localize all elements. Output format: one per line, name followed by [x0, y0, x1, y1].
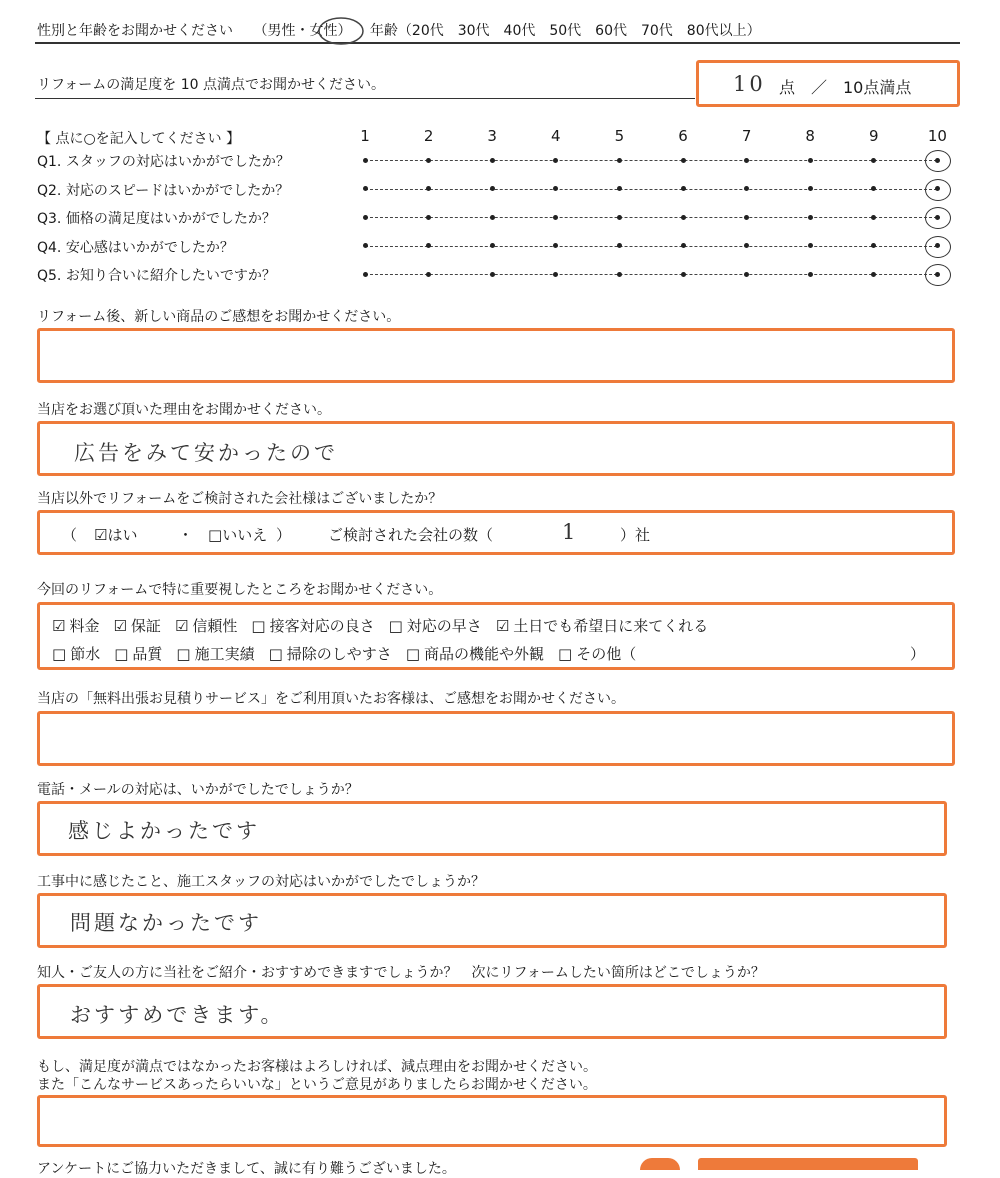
rating-point-1-2[interactable]	[426, 158, 431, 163]
contact-answer-box[interactable]	[37, 801, 947, 856]
scale-number-1: 1	[360, 127, 370, 145]
rating-selected-circle-3	[925, 207, 951, 229]
rating-point-4-9[interactable]	[871, 243, 876, 248]
priority-option-row1-2[interactable]	[113, 617, 160, 635]
other-companies-question: 当店以外でリフォームをご検討された会社様はございましたか？	[37, 491, 443, 507]
priority-option-label: 対応の早さ	[406, 617, 482, 635]
priorities-row-1	[52, 615, 722, 636]
satisfaction-score-value: 10	[733, 72, 766, 96]
yes-checkbox-icon[interactable]: ☑	[94, 526, 108, 544]
rating-selected-circle-1	[925, 150, 951, 172]
recommend-answer-box[interactable]	[37, 984, 947, 1039]
priority-option-label: 接客対応の良さ	[269, 617, 375, 635]
gender-age-label: 性別と年齢をお聞かせください	[37, 23, 233, 39]
rating-point-4-3[interactable]	[490, 243, 495, 248]
checked-box-icon[interactable]: ☑	[174, 617, 189, 635]
construction-answer: 問題なかったです	[70, 911, 262, 935]
priority-option-row2-1[interactable]	[52, 645, 100, 663]
rating-line-1	[365, 160, 937, 161]
unchecked-box-icon[interactable]: □	[251, 617, 266, 635]
rating-point-1-6[interactable]	[681, 158, 686, 163]
rating-point-3-4[interactable]	[553, 215, 558, 220]
other-companies-close: ）	[276, 526, 292, 544]
priorities-box	[37, 602, 955, 670]
construction-answer-box[interactable]	[37, 893, 947, 948]
rating-point-2-6[interactable]	[681, 186, 686, 191]
priority-option-label: 品質	[132, 645, 163, 663]
rating-point-4-5[interactable]	[617, 243, 622, 248]
rating-point-2-4[interactable]	[553, 186, 558, 191]
priority-option-label: 施工実績	[194, 645, 255, 663]
age-options[interactable]: （20代 30代 40代 50代 60代 70代 80代以上）	[397, 23, 761, 39]
priority-option-label: 保証	[130, 617, 161, 635]
other-companies-no[interactable]	[208, 524, 267, 545]
priority-option-row2-4[interactable]	[269, 645, 392, 663]
feedback-question-line1: もし、満足度が満点ではなかったお客様はよろしければ、減点理由をお聞かせください。	[37, 1059, 597, 1075]
priority-option-label: 信頼性	[192, 617, 238, 635]
unchecked-box-icon[interactable]: □	[176, 645, 191, 663]
rating-point-5-4[interactable]	[553, 272, 558, 277]
rating-point-1-9[interactable]	[871, 158, 876, 163]
rating-point-2-7[interactable]	[744, 186, 749, 191]
unchecked-box-icon[interactable]: □	[388, 617, 403, 635]
rating-point-5-8[interactable]	[808, 272, 813, 277]
recommend-question: 知人・ご友人の方に当社をご紹介・おすすめできますでしょうか？ 次にリフォームしたい箇所はどこでしょうか？	[37, 965, 765, 981]
rating-point-2-2[interactable]	[426, 186, 431, 191]
unchecked-box-icon[interactable]: □	[405, 645, 420, 663]
rating-point-5-3[interactable]	[490, 272, 495, 277]
rating-point-3-5[interactable]	[617, 215, 622, 220]
satisfaction-score-suffix: 点 ／ 10点満点	[779, 78, 912, 97]
gender-age-row	[37, 20, 761, 40]
priority-option-label: 節水	[70, 645, 101, 663]
rating-point-2-3[interactable]	[490, 186, 495, 191]
impressions-answer-box[interactable]	[37, 328, 955, 383]
rating-point-1-7[interactable]	[744, 158, 749, 163]
rating-question-2: Q2. 対応のスピードはいかがでしたか？	[37, 182, 290, 199]
rating-point-3-1[interactable]	[363, 215, 368, 220]
scale-number-8: 8	[805, 127, 815, 145]
rating-point-1-8[interactable]	[808, 158, 813, 163]
priority-option-label: その他（	[576, 645, 637, 663]
other-companies-dot: ・	[178, 526, 194, 544]
scale-number-9: 9	[869, 127, 879, 145]
rating-point-4-7[interactable]	[744, 243, 749, 248]
satisfaction-score-box[interactable]	[696, 60, 960, 107]
priority-option-row1-5[interactable]	[389, 617, 482, 635]
reason-answer: 広告をみて安かったので	[74, 441, 338, 465]
gender-circle-mark	[316, 14, 366, 48]
rating-point-5-1[interactable]	[363, 272, 368, 277]
other-companies-open: （	[62, 526, 78, 544]
rating-point-5-5[interactable]	[617, 272, 622, 277]
priority-option-row1-1[interactable]	[52, 617, 99, 635]
no-checkbox-icon[interactable]: □	[208, 526, 223, 544]
scale-number-3: 3	[487, 127, 497, 145]
priority-option-label: 土日でも希望日に来てくれる	[513, 617, 709, 635]
rating-point-5-7[interactable]	[744, 272, 749, 277]
priority-option-row2-6[interactable]	[558, 645, 636, 663]
rating-question-3: Q3. 価格の満足度はいかがでしたか？	[37, 211, 276, 227]
priority-option-row1-4[interactable]	[251, 617, 374, 635]
rating-point-4-8[interactable]	[808, 243, 813, 248]
company-count-value[interactable]: 1	[562, 520, 579, 544]
footer-thanks: アンケートにご協力いただきまして、誠に有り難うございました。	[37, 1161, 456, 1177]
priority-option-row2-2[interactable]	[114, 645, 162, 663]
feedback-question-line2: また「こんなサービスあったらいいな」というご意見がありましたらお聞かせください。	[37, 1077, 597, 1093]
rating-point-4-6[interactable]	[681, 243, 686, 248]
rating-instruction: 【 点に○を記入してください 】	[37, 131, 241, 147]
other-companies-yes[interactable]	[94, 524, 137, 545]
impressions-question: リフォーム後、新しい商品のご感想をお聞かせください。	[37, 309, 401, 325]
rating-question-5: Q5. お知り合いに紹介したいですか？	[37, 268, 276, 284]
rating-point-1-5[interactable]	[617, 158, 622, 163]
rating-point-2-9[interactable]	[871, 186, 876, 191]
rating-point-2-8[interactable]	[808, 186, 813, 191]
priority-option-label: 商品の機能や外観	[424, 645, 545, 663]
scale-number-2: 2	[423, 127, 434, 145]
reason-answer-box[interactable]	[37, 421, 955, 476]
rating-line-4	[365, 246, 937, 247]
rating-line-3	[365, 217, 937, 218]
gender-age-rule	[35, 42, 960, 44]
rating-point-4-4[interactable]	[553, 243, 558, 248]
priority-option-row1-6[interactable]	[496, 617, 708, 635]
free-estimate-answer-box[interactable]	[37, 711, 955, 766]
contact-question: 電話・メールの対応は、いかがでしたでしょうか？	[37, 782, 359, 798]
company-count-suffix: ）社	[620, 526, 651, 544]
construction-question: 工事中に感じたこと、施工スタッフの対応はいかがでしたでしょうか？	[37, 874, 485, 890]
rating-point-3-8[interactable]	[808, 215, 813, 220]
scale-number-10: 10	[927, 127, 947, 145]
scale-number-6: 6	[678, 127, 688, 145]
rating-point-4-2[interactable]	[426, 243, 431, 248]
rating-point-4-1[interactable]	[363, 243, 368, 248]
rating-point-1-1[interactable]	[363, 158, 368, 163]
priority-option-label: 料金	[69, 617, 100, 635]
satisfaction-rule	[35, 98, 695, 99]
rating-point-2-5[interactable]	[617, 186, 622, 191]
unchecked-box-icon[interactable]: □	[268, 645, 283, 663]
scale-number-7: 7	[741, 127, 752, 145]
rating-selected-circle-2	[925, 179, 951, 201]
priority-option-row2-5[interactable]	[406, 645, 544, 663]
other-companies-box	[37, 510, 955, 555]
rating-point-3-6[interactable]	[681, 215, 686, 220]
reason-question: 当店をお選び頂いた理由をお聞かせください。	[37, 402, 331, 418]
no-label: いいえ	[222, 526, 268, 544]
unchecked-box-icon[interactable]: □	[558, 645, 573, 663]
rating-line-5	[365, 274, 937, 275]
rating-question-4: Q4. 安心感はいかがでしたか？	[37, 239, 234, 256]
priority-option-row2-3[interactable]	[176, 645, 254, 663]
free-estimate-question: 当店の「無料出張お見積りサービス」をご利用頂いたお客様は、ご感想をお聞かせください。	[37, 691, 625, 707]
scale-number-4: 4	[551, 127, 561, 145]
rating-selected-circle-5	[925, 264, 951, 286]
logo-mark	[640, 1158, 940, 1170]
contact-answer: 感じよかったです	[68, 819, 260, 843]
yes-label: はい	[107, 526, 138, 544]
rating-point-5-6[interactable]	[681, 272, 686, 277]
rating-point-3-2[interactable]	[426, 215, 431, 220]
rating-question-1: Q1. スタッフの対応はいかがでしたか？	[37, 154, 290, 170]
rating-line-2	[365, 189, 937, 190]
unchecked-box-icon[interactable]: □	[52, 645, 67, 663]
checked-box-icon[interactable]: ☑	[52, 617, 66, 635]
priorities-other-close: ）	[910, 645, 926, 663]
age-label: 年齢	[369, 23, 398, 39]
priority-option-row1-3[interactable]	[175, 617, 237, 635]
feedback-answer-box[interactable]	[37, 1095, 947, 1147]
rating-point-3-7[interactable]	[744, 215, 749, 220]
rating-point-3-3[interactable]	[490, 215, 495, 220]
satisfaction-question: リフォームの満足度を 10 点満点でお聞かせください。	[37, 77, 386, 93]
rating-point-1-3[interactable]	[490, 158, 495, 163]
rating-point-2-1[interactable]	[363, 186, 368, 191]
recommend-answer: おすすめできます。	[70, 1003, 285, 1027]
rating-point-3-9[interactable]	[871, 215, 876, 220]
gender-options[interactable]: （男性・女性）	[253, 23, 352, 39]
company-count-label: ご検討された会社の数（	[328, 526, 494, 544]
rating-point-5-2[interactable]	[426, 272, 431, 277]
priorities-question: 今回のリフォームで特に重要視したところをお聞かせください。	[37, 582, 443, 598]
unchecked-box-icon[interactable]: □	[114, 645, 129, 663]
rating-point-1-4[interactable]	[553, 158, 558, 163]
priority-option-label: 掃除のしやすさ	[286, 645, 392, 663]
checked-box-icon[interactable]: ☑	[113, 617, 127, 635]
checked-box-icon[interactable]: ☑	[495, 617, 510, 635]
rating-selected-circle-4	[925, 236, 951, 258]
priorities-row-2	[52, 643, 650, 664]
scale-number-5: 5	[614, 127, 625, 145]
rating-point-5-9[interactable]	[871, 272, 876, 277]
